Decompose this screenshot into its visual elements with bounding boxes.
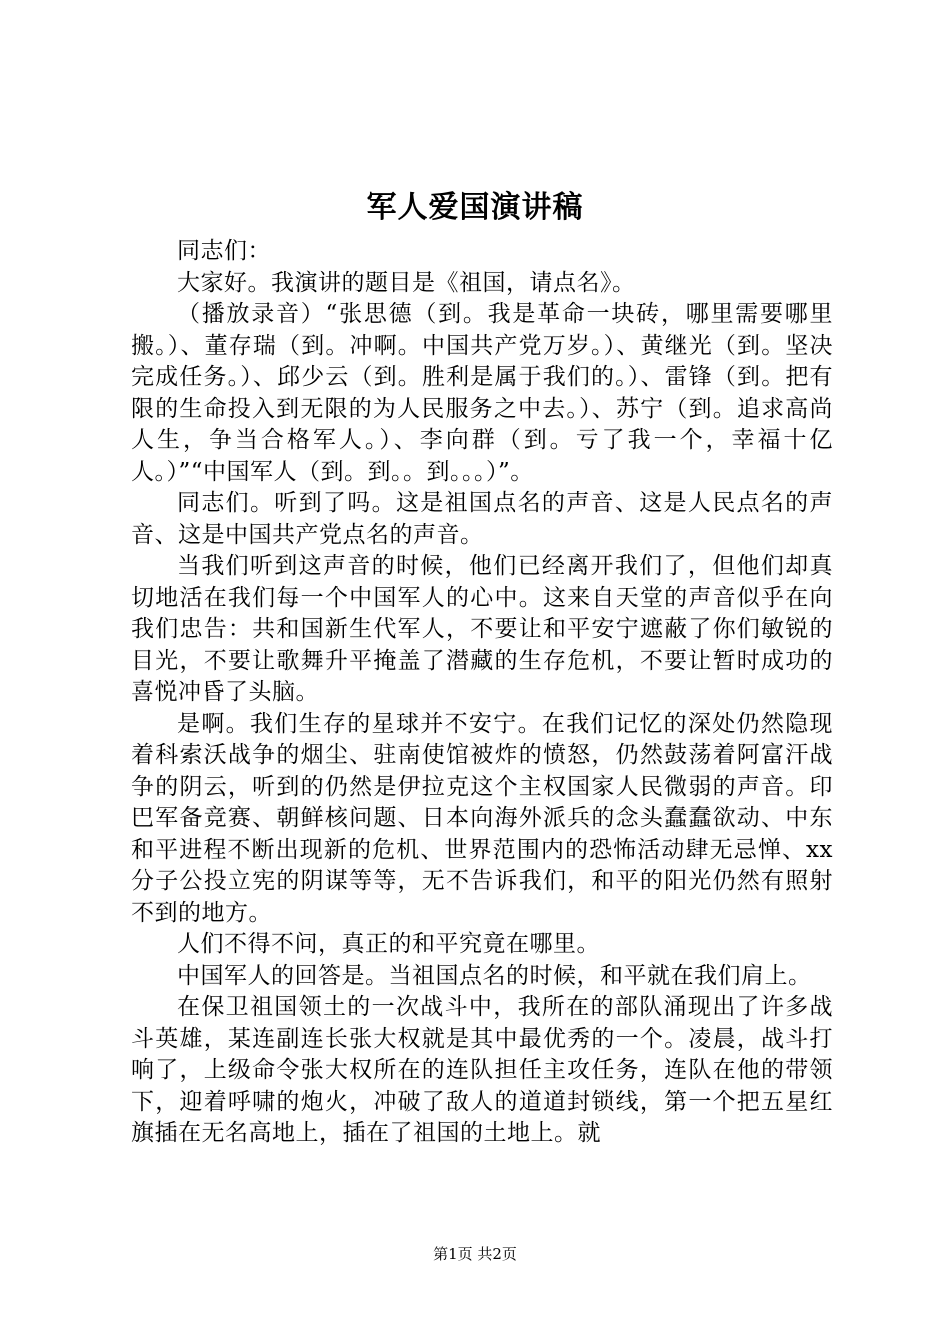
document-body — [131, 236, 833, 1150]
paragraph-battle-story: 在保卫祖国领土的一次战斗中，我所在的部队涌现出了许多战斗英雄，某连副连长张大权就是其中最优秀的一个。凌晨，战斗打响了，上级命令张大权所在的连队担任主攻任务，连队在他的带领下，迎着呼啸的炮火，冲破了敌人的道道封锁线，第一个把五星红旗插在无名高地上，插在了祖国的土地上。就 — [131, 994, 833, 1146]
paragraph-world-situation: 是啊。我们生存的星球并不安宁。在我们记忆的深处仍然隐现着科索沃战争的烟尘、驻南使馆被炸的愤怒，仍然鼓荡着阿富汗战争的阴云，听到的仍然是伊拉克这个主权国家人民微弱的声音。印巴军备竞赛、朝鲜核问题、日本向海外派兵的念头蠢蠢欲动、中东和平进程不断出现新的危机、世界范围内的恐怖活动肆无忌惮、xx分子公投立宪的阴谋等等，无不告诉我们，和平的阳光仍然有照射不到的地方。 — [131, 710, 833, 926]
document-title: 军人爱国演讲稿 — [366, 190, 584, 225]
paragraph-greeting: 同志们： — [177, 238, 271, 264]
paragraph-question: 人们不得不问，真正的和平究竟在哪里。 — [177, 931, 600, 957]
paragraph-answer: 中国军人的回答是。当祖国点名的时候，和平就在我们肩上。 — [177, 962, 812, 989]
paragraph-intro: 大家好。我演讲的题目是《祖国，请点名》。 — [177, 269, 636, 296]
paragraph-heaven-voice: 当我们听到这声音的时候，他们已经离开我们了，但他们却真切地活在我们每一个中国军人的心中。这来自天堂的声音似乎在向我们忠告：共和国新生代军人，不要让和平安宁遮蔽了你们敏锐的目光，不要让歌舞升平掩盖了潜藏的生存危机，不要让暂时成功的喜悦冲昏了头脑。 — [131, 553, 833, 705]
paragraph-roll-call: （播放录音）“张思德（到。我是革命一块砖，哪里需要哪里搬。）、董存瑞（到。冲啊。中国共产党万岁。）、黄继光（到。坚决完成任务。）、邱少云（到。胜利是属于我们的。）、雷锋（到。把有限的生命投入到无限的为人民服务之中去。）、苏宁（到。追求高尚人生，争当合格军人。）、李向群（到。亏了我一个，幸福十亿人。）”“中国军人（到。到。。到。。。）”。 — [131, 301, 833, 485]
page-footer: 第1页 共2页 — [433, 1245, 517, 1263]
paragraph-listen: 同志们。听到了吗。这是祖国点名的声音、这是人民点名的声音、这是中国共产党点名的声音。 — [131, 490, 833, 548]
